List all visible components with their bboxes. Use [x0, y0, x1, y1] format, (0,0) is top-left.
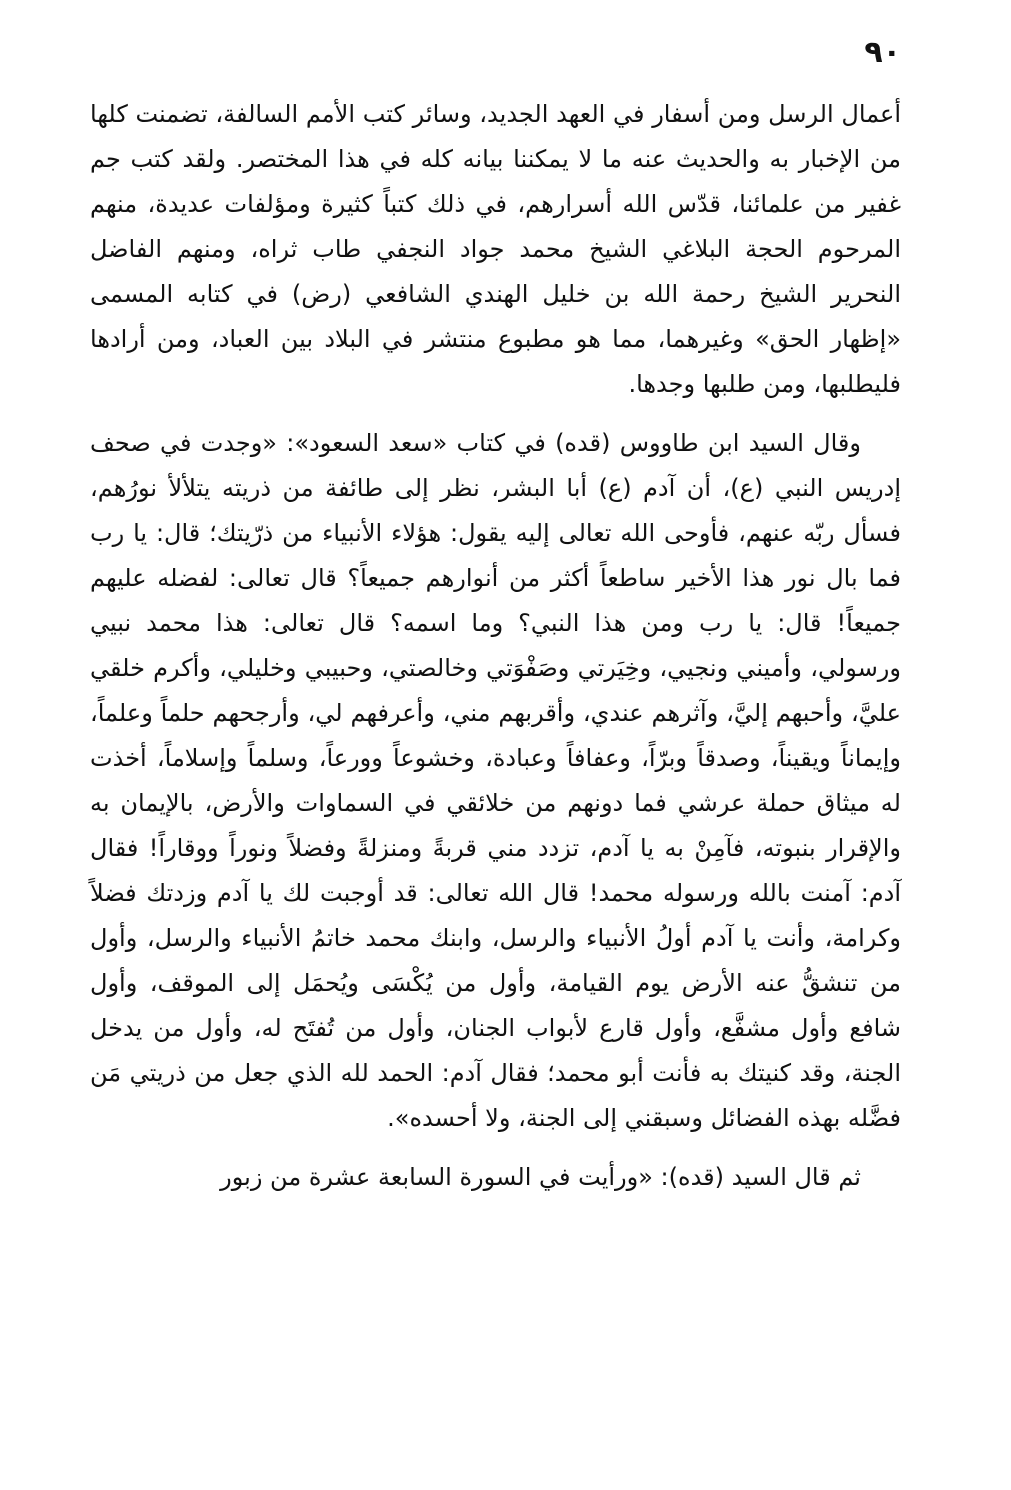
paragraph-continuation: ثم قال السيد (قده): «ورأيت في السورة السابعة عشرة من زبور: [220, 1163, 861, 1191]
paragraph-ibn-tawus-quote: وقال السيد ابن طاووس (قده) في كتاب «سعد السعود»: «وجدت في صحف إدريس النبي (ع)، أن آدم (ع) أبا البشر، نظر إلى طائفة من ذريته يتلألأ نورُهم، فسأل ربّه عنهم، فأوحى الله تعالى إليه يقول: هؤلاء الأنبياء من ذرّيتك؛ قال: يا رب فما بال نور هذا الأخير ساطعاً أكثر من أنوارهم جميعاً؟ قال تعالى: لفضله عليهم جميعاً! قال: يا رب ومن هذا النبي؟ وما اسمه؟ قال تعالى: هذا محمد نبيي ورسولي، وأميني ونجيي، وخِيَرتي وصَفْوَتي وخالصتي، وحبيبي وخليلي، وأكرم خلقي عليَّ، وأحبهم إليَّ، وآثرهم عندي، وأقربهم مني، وأعرفهم لي، وأرجحهم حلماً وعلماً، وإيماناً ويقيناً، وصدقاً وبرّاً، وعفافاً وعبادة، وخشوعاً وورعاً، وسلماً وإسلاماً، أخذت له ميثاق حملة عرشي فما دونهم من خلائقي في السماوات والأرض، بالإيمان به والإقرار بنبوته، فآمِنْ به يا آدم، تزدد مني قربةً ومنزلةً وفضلاً ونوراً ووقاراً! فقال آدم: آمنت بالله ورسوله محمد! قال الله تعالى: قد أوجبت لك يا آدم وزدتك فضلاً وكرامة، وأنت يا آدم أولُ الأنبياء والرسل، وابنك محمد خاتمُ الأنبياء والرسل، وأول من تنشقُّ عنه الأرض يوم القيامة، وأول من يُكْسَى ويُحمَل إلى الموقف، وأول شافع وأول مشفَّع، وأول قارع لأبواب الجنان، وأول من تُفتَح له، وأول من يدخل الجنة، وقد كنيتك به فأنت أبو محمد؛ فقال آدم: الحمد لله الذي جعل من ذريتي مَن فضَّله بهذه الفضائل وسبقني إلى الجنة، ولا أحسده».: [90, 429, 901, 1132]
paragraph-intro: أعمال الرسل ومن أسفار في العهد الجديد، وسائر كتب الأمم السالفة، تضمنت كلها من الإخبار به والحديث عنه ما لا يمكننا بيانه كله في هذا المختصر. ولقد كتب جم غفير من علمائنا، قدّس الله أسرارهم، في ذلك كتباً كثيرة ومؤلفات عديدة، منهم المرحوم الحجة البلاغي الشيخ محمد جواد النجفي طاب ثراه، ومنهم الفاضل النحرير الشيخ رحمة الله بن خليل الهندي الشافعي (رض) في كتابه المسمى «إظهار الحق» وغيرهما، مما هو مطبوع منتشر في البلاد بين العباد، ومن أرادها فليطلبها، ومن طلبها وجدها.: [90, 100, 901, 398]
body-text: [90, 92, 901, 1200]
page-number: ٩٠: [864, 35, 901, 70]
